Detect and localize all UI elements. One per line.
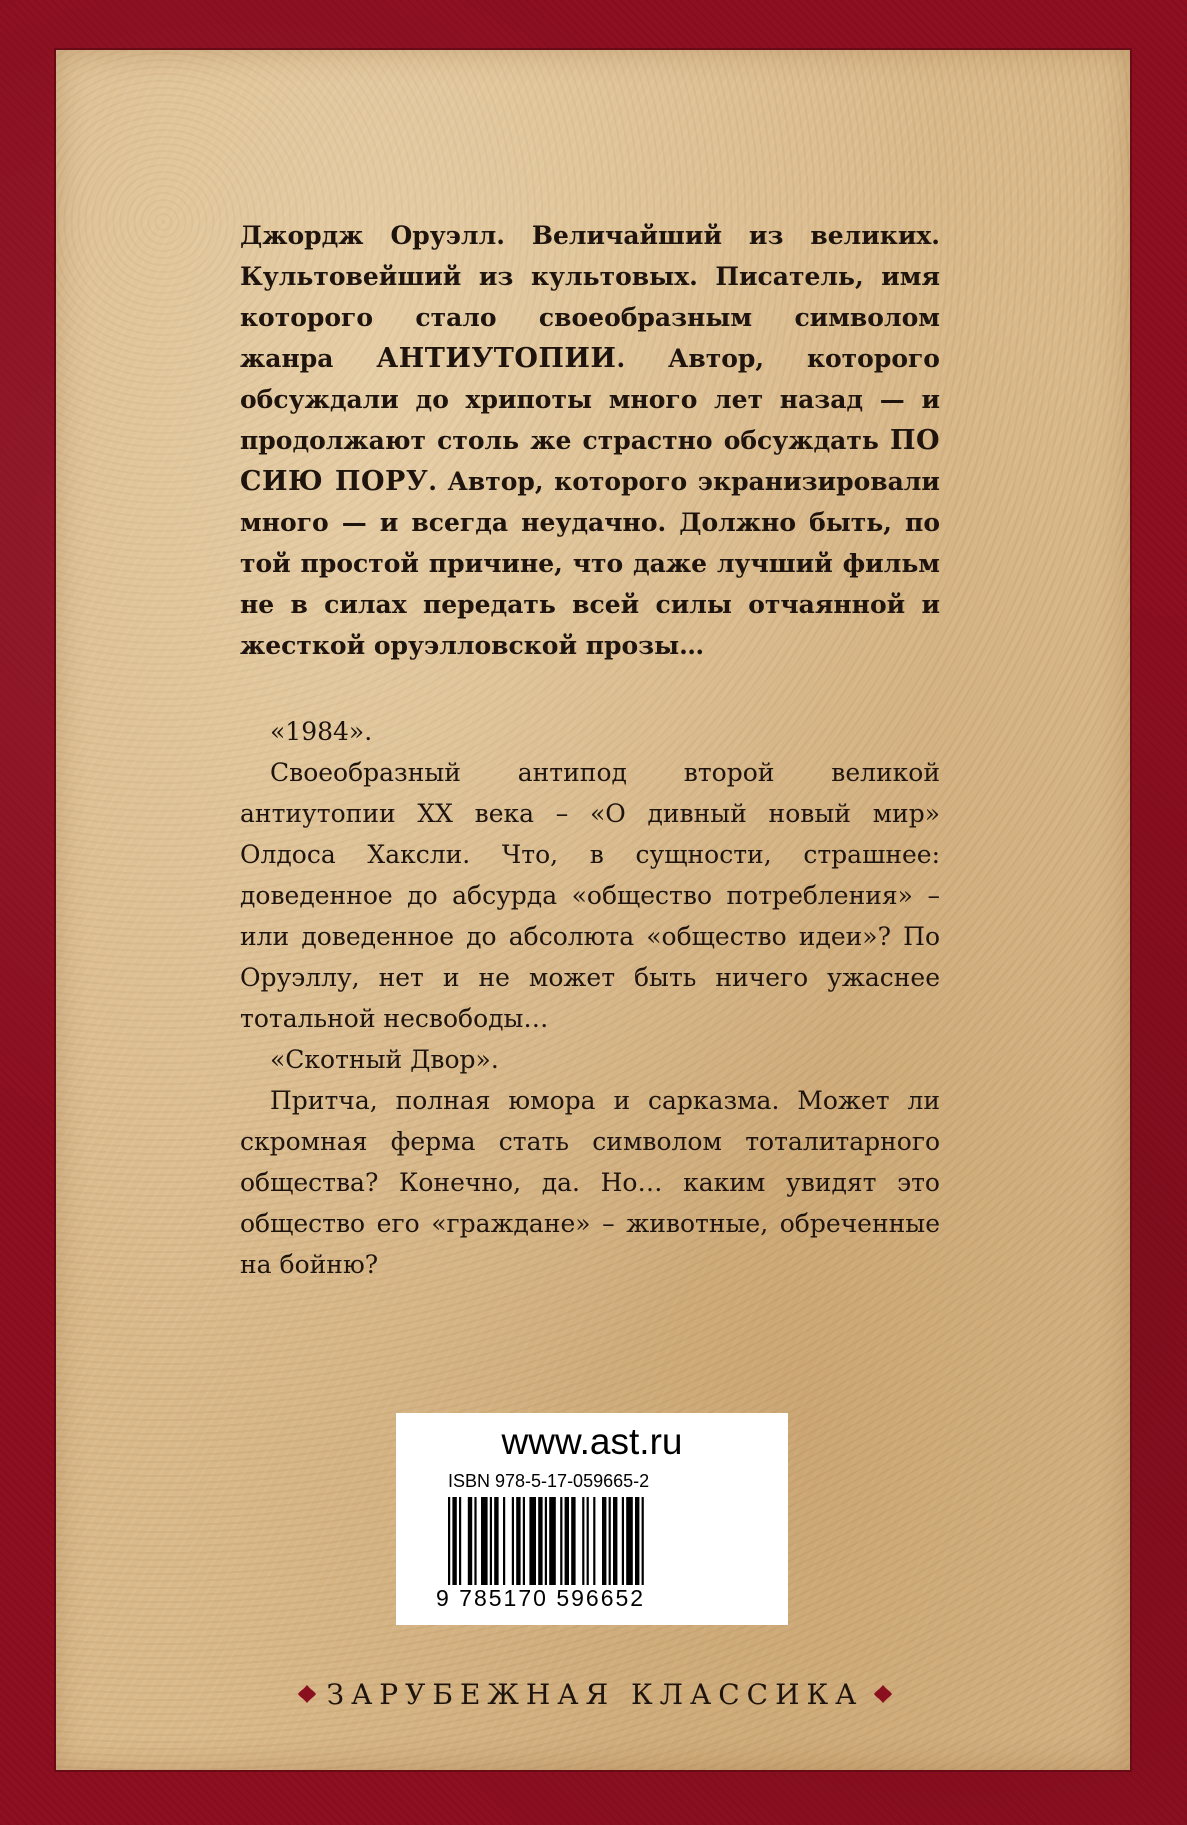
barcode-bar xyxy=(635,1497,639,1597)
barcode-digits: 9 785170 596652 xyxy=(432,1585,756,1612)
book-description-1984: Своеобразный антипод второй великой антиутопии XX века – «О дивный новый мир» Олдоса Хаксли. Что, в сущности, страшнее: доведенное до абсурда «общество потребления» – или доведенное до абсолюта «общество идеи»? По Оруэллу, нет и не может быть ничего ужаснее тотальной несвободы… xyxy=(240,758,940,1033)
barcode-bar xyxy=(642,1497,644,1597)
barcode-bar xyxy=(452,1497,456,1597)
barcode-bar xyxy=(613,1497,617,1585)
barcode-bar xyxy=(512,1497,514,1585)
barcode-bar xyxy=(549,1497,556,1585)
barcode-bar xyxy=(474,1497,476,1585)
barcode-bar xyxy=(582,1497,584,1585)
barcode-bar xyxy=(490,1497,492,1585)
intro-text-1: Джордж Оруэлл. Величайший из великих. Культовейший из культовых. Писатель, имя которого стало своеобразным символом жанра xyxy=(240,221,940,373)
barcode-bar xyxy=(523,1497,525,1585)
barcode-box xyxy=(396,1413,788,1625)
intro-paragraph xyxy=(240,215,940,666)
barcode-bar xyxy=(468,1497,472,1585)
book-title-animal-farm: «Скотный Двор». xyxy=(270,1045,499,1074)
barcode-bar xyxy=(545,1497,547,1597)
barcode-bar xyxy=(626,1497,633,1585)
barcode-bar xyxy=(571,1497,575,1585)
series-label: ЗАРУБЕЖНАЯ КЛАССИКА xyxy=(326,1677,864,1711)
book-title-1984: «1984». xyxy=(270,717,373,746)
series-banner xyxy=(210,1674,980,1714)
barcode-bar xyxy=(481,1497,488,1585)
ornament-left-icon xyxy=(297,1684,317,1704)
barcode-bar xyxy=(516,1497,520,1585)
barcode-bar xyxy=(587,1497,589,1585)
book-description-animal-farm: Притча, полная юмора и сарказма. Может ли скромная ферма стать символом тоталитарного общества? Конечно, да. Но… каким увидят это общество его «граждане» – животные, обреченные на бойню? xyxy=(240,1086,940,1279)
barcode-bar xyxy=(609,1497,611,1585)
barcode-bar xyxy=(448,1497,450,1597)
barcode-bar xyxy=(560,1497,562,1585)
intro-text-2: . Автор, которого обсуждали до хрипоты много лет назад — и продолжают столь же страстно обсуждать xyxy=(240,344,940,455)
publisher-website: www.ast.ru xyxy=(501,1421,683,1462)
barcode-bar xyxy=(538,1497,542,1585)
intro-caps-1: АНТИУТОПИИ xyxy=(376,343,617,374)
barcode-bar xyxy=(529,1497,536,1585)
barcode-bar xyxy=(503,1497,505,1585)
barcode-bar xyxy=(602,1497,606,1585)
intro-text-3: . Автор, которого экранизировали много — и всегда неудачно. Должно быть, по той простой причине, что даже лучший фильм не в силах передать всей силы отчаянной и жесткой оруэлловской прозы… xyxy=(240,467,940,660)
barcode-bar xyxy=(593,1497,595,1585)
barcode-bar xyxy=(565,1497,569,1585)
barcode-bar xyxy=(459,1497,461,1585)
barcode-bar xyxy=(494,1497,498,1585)
ornament-right-icon xyxy=(873,1684,893,1704)
barcode-image xyxy=(448,1497,738,1597)
isbn-number: ISBN 978-5-17-059665-2 xyxy=(448,1471,650,1491)
intro-caps-2: ПО СИЮ ПОРУ xyxy=(240,425,940,497)
barcode-bar xyxy=(622,1497,624,1585)
description-block xyxy=(240,215,940,1285)
